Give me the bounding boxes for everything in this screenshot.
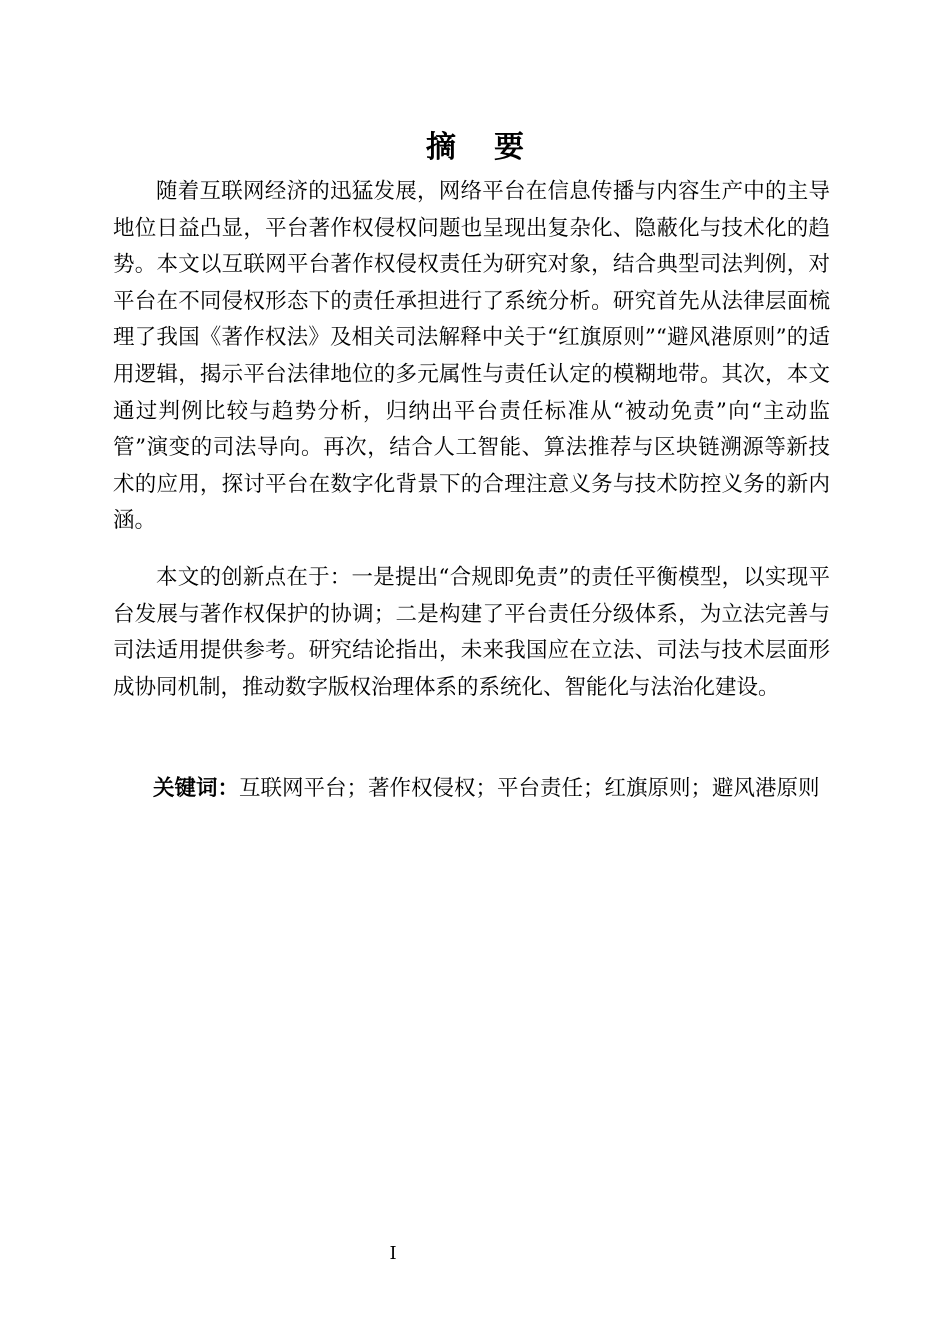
paragraph-text: 本文的创新点在于：一是提出“合规即免责”的责任平衡模型，以实现平台发展与著作权保护的协调；二是构建了平台责任分级体系，为立法完善与司法适用提供参考。研究结论指出，未来我国应在立法、司法与技术层面形成协同机制，推动数字版权治理体系的系统化、智能化与法治化建设。 — [113, 565, 830, 700]
page-number: I — [389, 1243, 397, 1264]
page-title: 摘要 — [426, 130, 562, 165]
keywords-line — [113, 771, 830, 808]
keywords-label: 关键词： — [153, 776, 240, 801]
paragraph-text: 随着互联网经济的迅猛发展，网络平台在信息传播与内容生产中的主导地位日益凸显，平台著作权侵权问题也呈现出复杂化、隐蔽化与技术化的趋势。本文以互联网平台著作权侵权责任为研究对象，结合典型司法判例，对平台在不同侵权形态下的责任承担进行了系统分析。研究首先从法律层面梳理了我国《著作权法》及相关司法解释中关于“红旗原则”“避风港原则”的适用逻辑，揭示平台法律地位的多元属性与责任认定的模糊地带。其次，本文通过判例比较与趋势分析，归纳出平台责任标准从“被动免责”向“主动监管”演变的司法导向。再次，结合人工智能、算法推荐与区块链溯源等新技术的应用，探讨平台在数字化背景下的合理注意义务与技术防控义务的新内涵。 — [113, 179, 830, 534]
abstract-paragraph-2 — [113, 560, 830, 706]
keywords-text: 互联网平台；著作权侵权；平台责任；红旗原则；避风港原则 — [239, 776, 820, 801]
abstract-paragraph-1 — [113, 174, 830, 540]
